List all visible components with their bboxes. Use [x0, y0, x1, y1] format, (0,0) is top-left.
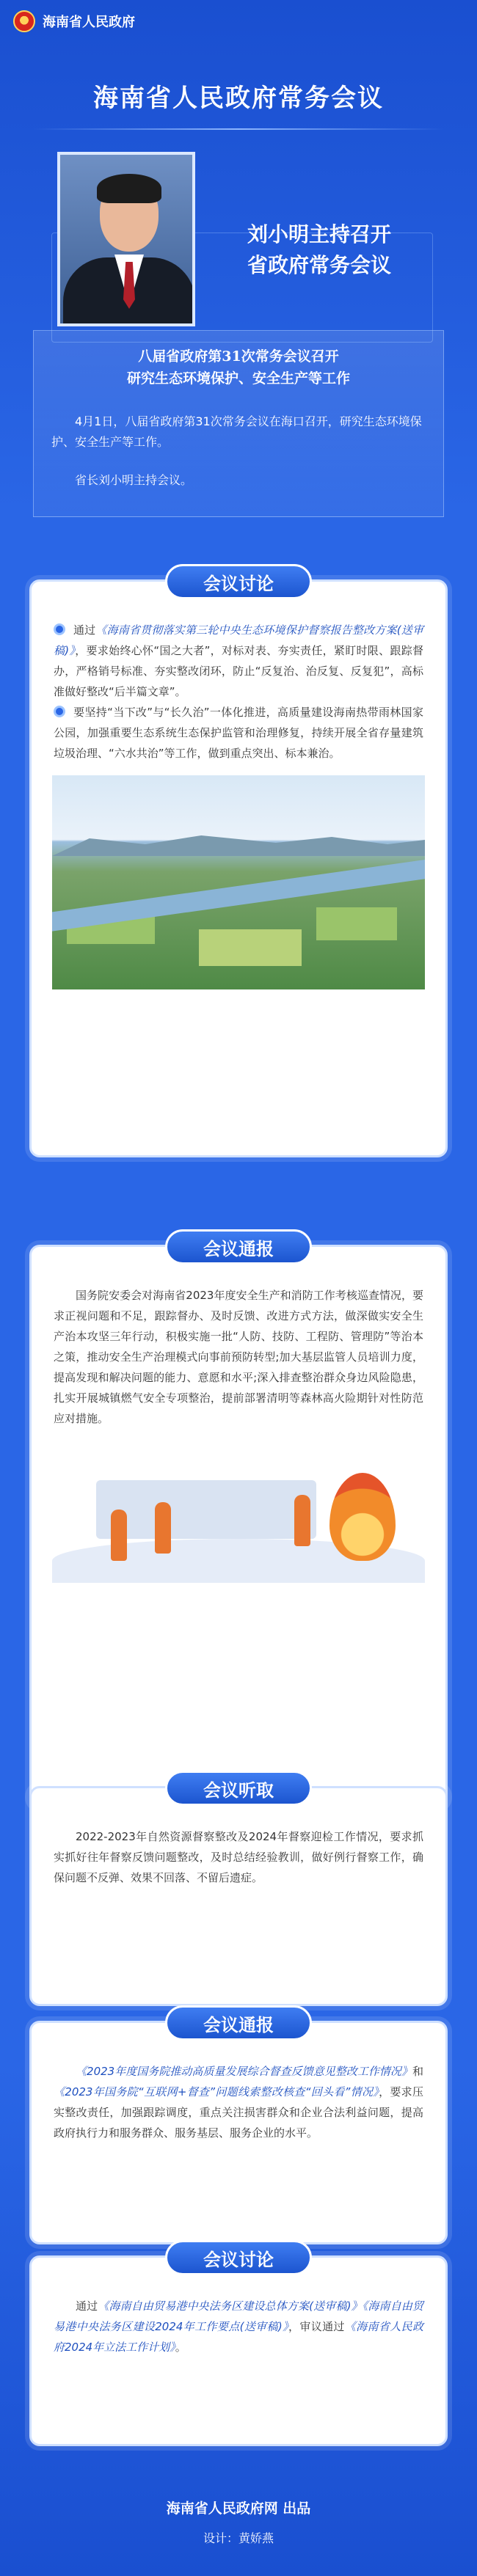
- section-text: 通过《海南自由贸易港中央法务区建设总体方案(送审稿)》《海南自由贸易港中央法务区建设2024年工作要点(送审稿)》，审议通过《海南省人民政府2024年立法工作计划》。: [54, 2299, 423, 2354]
- section-text: 要坚持“当下改”与“长久治”一体化推进，高质量建设海南热带雨林国家公园，加强重要生态系统生态保护监管和治理修复，持续开展全省存量建筑垃圾治理、“六水共治”等工作，做到重点突出、标本兼治。: [54, 706, 423, 760]
- intro-subtitle: [34, 345, 443, 389]
- emblem-icon: [13, 10, 35, 32]
- org-name: 海南省人民政府: [43, 15, 135, 30]
- section-tab: 会议通报: [165, 1229, 312, 1265]
- headline-line-1: 刘小明主持召开: [247, 222, 391, 246]
- intro-paragraph: 4月1日，八届省政府第31次常务会议在海口召开，研究生态环境保护、安全生产等工作。: [51, 414, 422, 449]
- section-card-notice-1: [29, 1238, 448, 1808]
- flame-icon: [329, 1473, 396, 1561]
- headline-line-2: 省政府常务会议: [247, 253, 391, 277]
- divider: [33, 128, 444, 130]
- section-tab: 会议讨论: [165, 564, 312, 599]
- section-text: 国务院安委会对海南省2023年度安全生产和消防工作考核巡查情况，要求正视问题和不足，跟踪督办、及时反馈、改进方式方法，做深做实安全生产治本攻坚三年行动，积极实施一批“人防、技防、工程防、管理防”等治本之策，推动安全生产治理模式向事前预防转型;加大基层监管人员培训力度，提高发现和解决问题的能力、意愿和水平;深入排查整治群众身边风险隐患，扎实开展城镇燃气安全专项整治，提前部署清明等森林高火险期针对性防范应对措施。: [54, 1289, 423, 1425]
- section-card-notice-2: [29, 2014, 448, 2244]
- landscape-image: [52, 775, 425, 989]
- intro-panel: [33, 330, 444, 517]
- intro-subtitle-line-1: 八届省政府第31次常务会议召开: [138, 348, 339, 365]
- footer: [0, 2498, 477, 2546]
- intro-subtitle-line-2: 研究生态环境保护、安全生产等工作: [126, 370, 350, 387]
- designer-credit: 设计：黄娇燕: [203, 2531, 274, 2545]
- section-text: 2022-2023年自然资源督察整改及2024年督察迎检工作情况，要求抓实抓好往年督察反馈问题整改，及时总结经验教训，做好例行督察工作，确保问题不反弹、效果不回落、不留后遗症。: [54, 1830, 423, 1884]
- section-tab: 会议讨论: [165, 2240, 312, 2275]
- page-title: 海南省人民政府常务会议: [93, 84, 384, 113]
- section-card-discussion-1: [29, 573, 448, 1157]
- section-tab: 会议通报: [165, 2005, 312, 2041]
- section-card-hearing: [29, 1779, 448, 2006]
- section-text: 《2023年度国务院推动高质量发展综合督查反馈意见整改工作情况》和《2023年国务院“互联网+督查”问题线索整改核查“回头看”情况》，要求压实整改责任，加强跟踪调度，重点关注损害群众和企业合法利益问题，提高政府执行力和服务群众、服务基层、服务企业的水平。: [54, 2065, 423, 2140]
- firefighting-illustration: [52, 1443, 425, 1583]
- bullet-icon: [54, 623, 65, 635]
- section-text: 通过《海南省贯彻落实第三轮中央生态环境保护督察报告整改方案(送审稿)》，要求始终心怀“国之大者”，对标对表、夯实责任，紧盯时限、跟踪督办，严格销号标准、夯实整改闭环，防止“反复治、治反复、反复犯”，高标准做好整改“后半篇文章”。: [54, 623, 423, 698]
- intro-paragraph: 省长刘小明主持会议。: [75, 473, 193, 487]
- top-bar: [0, 0, 477, 43]
- bullet-icon: [54, 706, 65, 717]
- portrait-photo: [57, 152, 195, 326]
- producer-credit: 海南省人民政府网 出品: [166, 2500, 311, 2517]
- section-tab: 会议听取: [165, 1771, 312, 1806]
- headline: [220, 219, 418, 281]
- section-card-discussion-2: [29, 2249, 448, 2446]
